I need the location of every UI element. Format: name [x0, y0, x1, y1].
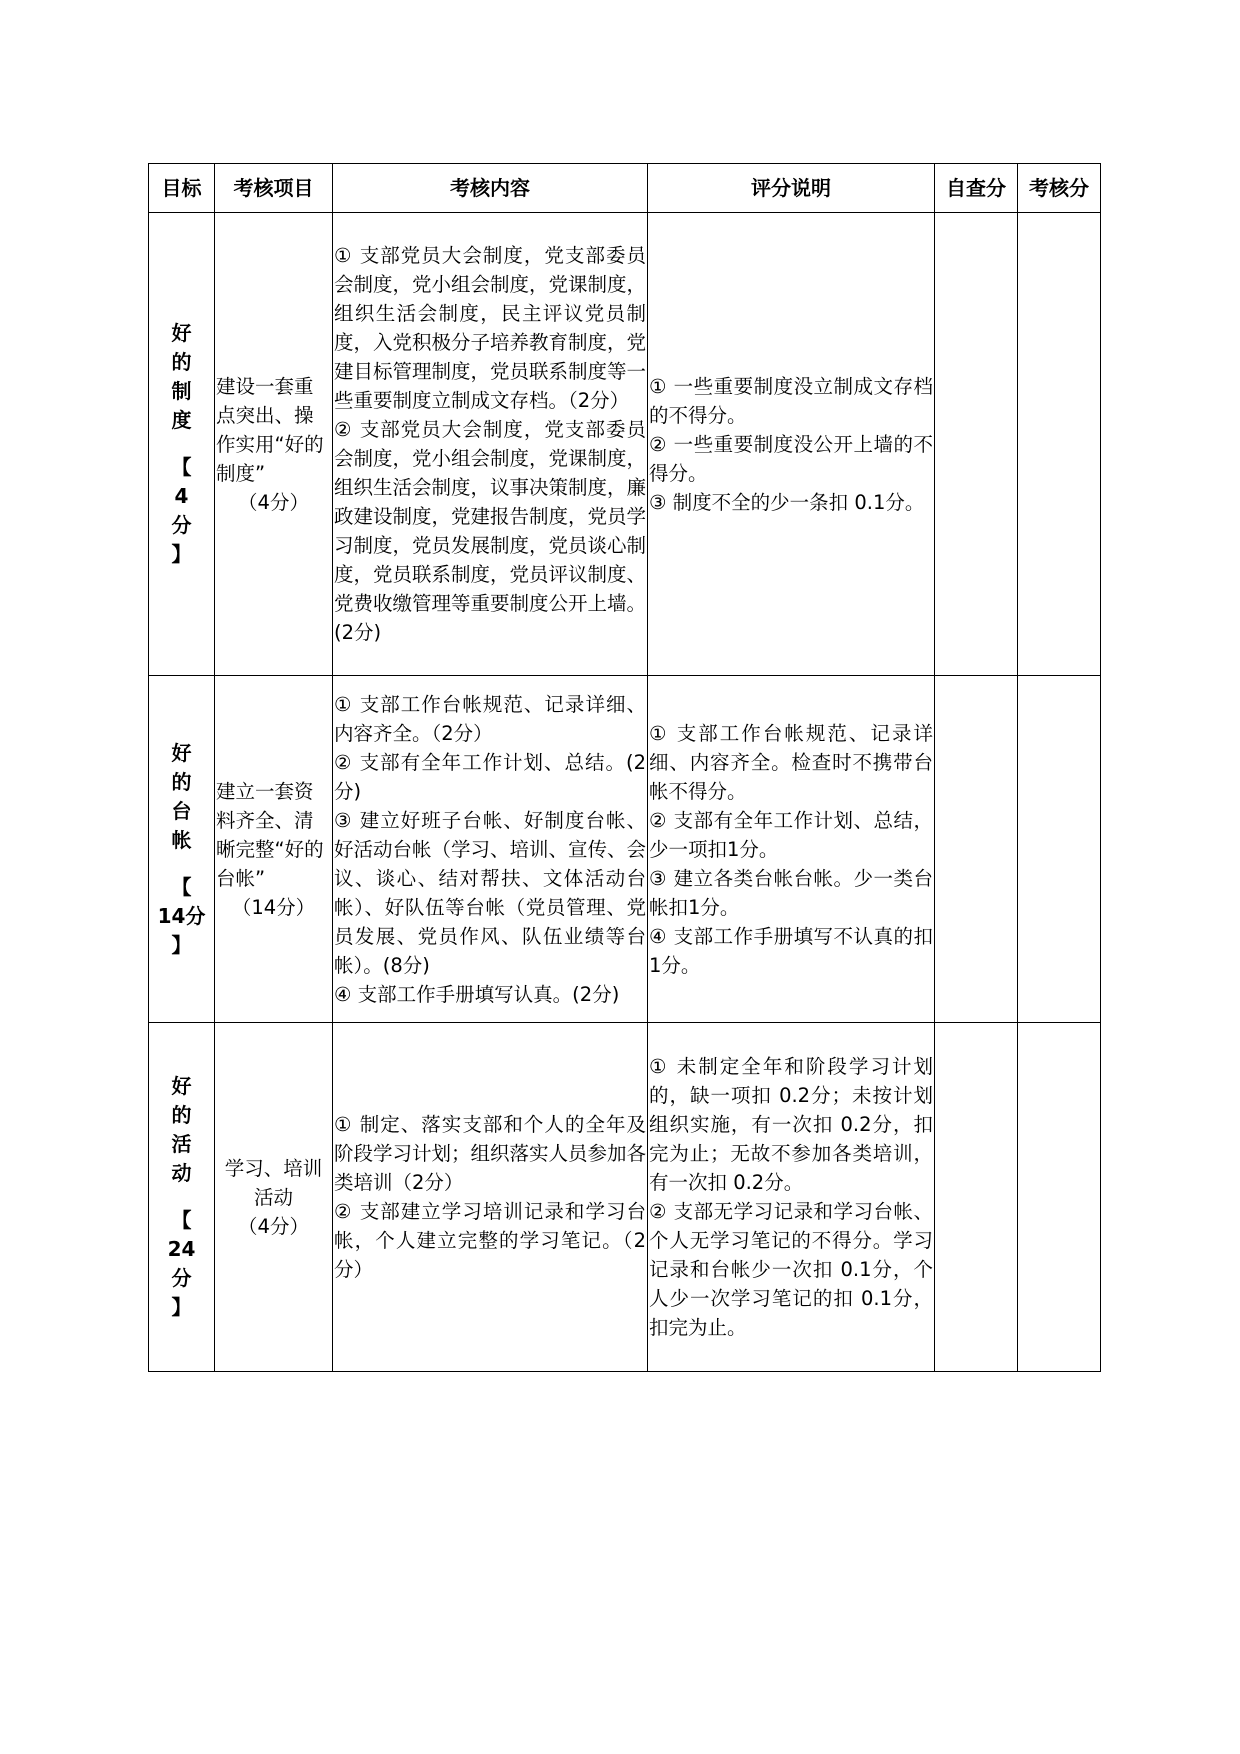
item-text: 学习、培训活动 [224, 1156, 323, 1209]
table-row [149, 676, 1101, 1023]
item-points: （14分） [231, 895, 316, 919]
rule-entry: ② 支部无学习记录和学习台帐、个人无学习笔记的不得分。学习记录和台帐少一次扣 0.1分，个人少一次学习笔记的扣 0.1分，扣完为止。 [649, 1200, 933, 1339]
rule-entry: ① 未制定全年和阶段学习计划的，缺一项扣 0.2分；未按计划组织实施，有一次扣 0.2分，扣完为止；无故不参加各类培训，有一次扣 0.2分。 [649, 1055, 933, 1194]
goal-points [150, 453, 213, 569]
content-entry: ① 支部工作台帐规范、记录详细、内容齐全。（2分） [334, 692, 646, 745]
goal-points-part: 分 [171, 1266, 192, 1290]
goal-char: 制 [171, 379, 192, 403]
goal-points-part: 4 [174, 484, 189, 508]
rule-entry: ③ 制度不全的少一条扣 0.1分。 [649, 490, 925, 514]
content-entry: ② 支部建立学习培训记录和学习台帐，个人建立完整的学习笔记。（2分） [334, 1200, 646, 1281]
header-content: 考核内容 [333, 164, 648, 213]
goal-char: 的 [171, 350, 192, 374]
rule-cell [648, 213, 935, 676]
goal-char: 台 [171, 798, 192, 823]
goal-cell [149, 213, 215, 676]
content-cell [333, 676, 648, 1023]
self-score-cell[interactable] [935, 1023, 1018, 1372]
rule-entry: ① 支部工作台帐规范、记录详细、内容齐全。检查时不携带台帐不得分。 [649, 721, 933, 803]
rule-entry: ① 一些重要制度没立制成文存档的不得分。 [649, 374, 933, 427]
self-score-cell[interactable] [935, 676, 1018, 1023]
rule-entry: ④ 支部工作手册填写不认真的扣1分。 [649, 924, 933, 977]
content-cell [333, 1023, 648, 1372]
check-score-cell[interactable] [1018, 1023, 1101, 1372]
content-entry: ③ 建立好班子台帐、好制度台帐、好活动台帐（学习、培训、宣传、会议、谈心、结对帮扶、文体活动台帐）、好队伍等台帐（党员管理、党员发展、党员作风、队伍业绩等台帐）。(8分) [334, 808, 647, 977]
goal-points-part: 分 [171, 513, 192, 537]
goal-char: 帐 [171, 827, 192, 852]
table-row [149, 213, 1101, 676]
check-score-cell[interactable] [1018, 213, 1101, 676]
goal-points-part: 24 [167, 1237, 196, 1261]
content-entry: ① 支部党员大会制度，党支部委员会制度，党小组会制度，党课制度，组织生活会制度，民主评议党员制度，入党积极分子培养教育制度，党建目标管理制度，党员联系制度等一些重要制度立制成文存档。（2分） [334, 244, 647, 412]
goal-char: 好 [171, 321, 192, 345]
goal-cell [149, 676, 215, 1023]
content-cell [333, 213, 648, 676]
rule-entry: ② 一些重要制度没公开上墙的不得分。 [649, 432, 933, 485]
goal-points-part: 【 [171, 1208, 192, 1232]
goal-points-part: 14分 [157, 903, 206, 928]
header-self-score: 自查分 [935, 164, 1018, 213]
goal-char: 的 [171, 769, 192, 794]
goal-char: 好 [171, 740, 192, 765]
check-score-cell[interactable] [1018, 676, 1101, 1023]
item-text: 建立一套资料齐全、清晰完整“好的台帐” [216, 779, 324, 890]
goal-char: 动 [171, 1161, 192, 1185]
item-cell [215, 1023, 333, 1372]
assessment-table [148, 163, 1101, 1372]
goal-points [150, 873, 213, 960]
rule-entry: ③ 建立各类台帐台帐。少一类台帐扣1分。 [649, 866, 933, 919]
item-text: 建设一套重点突出、操作实用“好的制度” [216, 374, 324, 485]
content-entry: ④ 支部工作手册填写认真。(2分) [334, 982, 620, 1006]
self-score-cell[interactable] [935, 213, 1018, 676]
content-entry: ① 制定、落实支部和个人的全年及阶段学习计划；组织落实人员参加各类培训（2分） [334, 1113, 647, 1194]
goal-points-part: 】 [171, 542, 192, 566]
goal-char: 活 [171, 1132, 192, 1156]
table-row [149, 1023, 1101, 1372]
header-row [149, 164, 1101, 213]
header-check-score: 考核分 [1018, 164, 1101, 213]
rule-cell [648, 676, 935, 1023]
goal-char: 度 [171, 408, 192, 432]
item-cell [215, 213, 333, 676]
header-rule: 评分说明 [648, 164, 935, 213]
goal-points-part: 【 [171, 455, 192, 479]
content-entry: ② 支部有全年工作计划、总结。(2分) [334, 750, 646, 803]
rule-entry: ② 支部有全年工作计划、总结，少一项扣1分。 [649, 808, 933, 861]
content-entry: ② 支部党员大会制度，党支部委员会制度，党小组会制度，党课制度，组织生活会制度，议事决策制度，廉政建设制度，党建报告制度，党员学习制度，党员发展制度，党员谈心制度，党员联系制度，党员评议制度、党费收缴管理等重要制度公开上墙。(2分) [334, 418, 647, 644]
goal-points-part: 】 [171, 932, 192, 957]
goal-points-part: 】 [171, 1295, 192, 1319]
goal-cell [149, 1023, 215, 1372]
goal-char: 好 [171, 1074, 192, 1098]
rule-cell [648, 1023, 935, 1372]
goal-points-part: 【 [171, 874, 192, 899]
goal-points [150, 1206, 213, 1322]
header-item: 考核项目 [215, 164, 333, 213]
header-goal: 目标 [149, 164, 215, 213]
item-cell [215, 676, 333, 1023]
goal-char: 的 [171, 1103, 192, 1127]
item-points: （4分） [238, 1214, 309, 1238]
item-points: （4分） [238, 490, 309, 514]
